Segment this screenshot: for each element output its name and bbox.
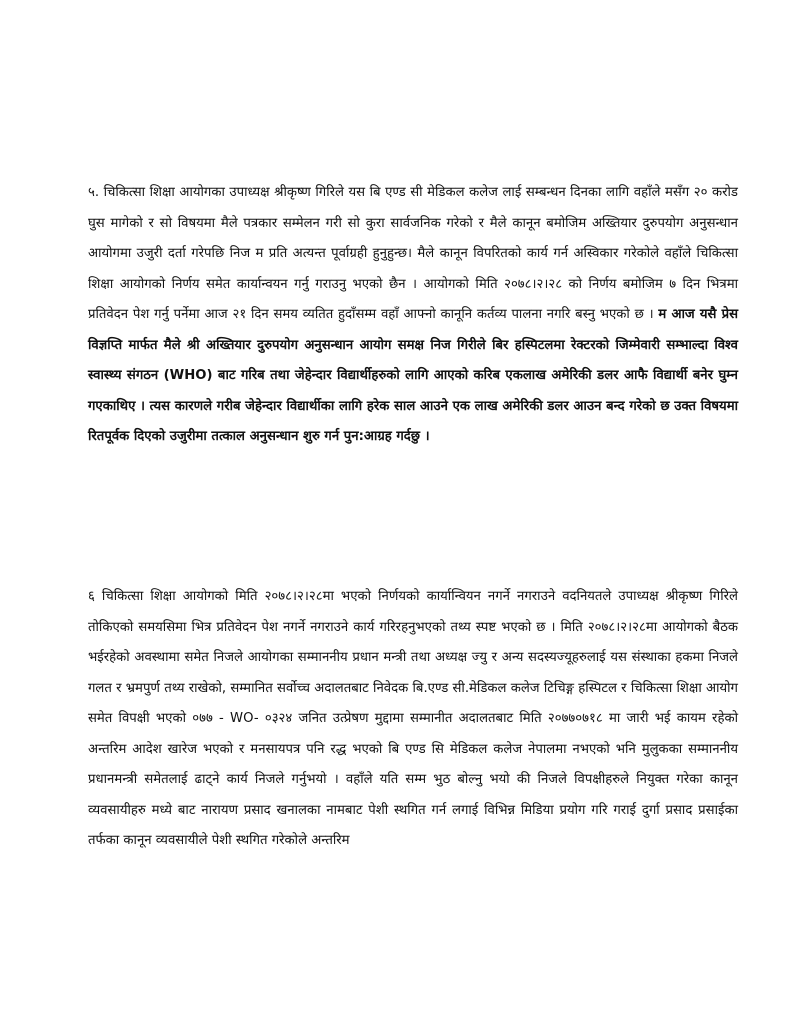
paragraph-6	[88, 582, 738, 857]
paragraph-5-text: ५. चिकित्सा शिक्षा आयोगका उपाध्यक्ष श्रीकृष्ण गिरिले यस बि एण्ड सी मेडिकल कलेज लाई सम्बन्धन दिनका लागि वहाँले मसँग २० करोड घुस मागेको र सो विषयमा मैले पत्रकार सम्मेलन गरी सो कुरा सार्वजनिक गरेको र मैले कानून बमोजिम अख्तियार दुरुपयोग अनुसन्धान आयोगमा उजुरी दर्ता गरेपछि निज म प्रति अत्यन्त पूर्वाग्रही हुनुहुन्छ। मैले कानून विपरितको कार्य गर्न अस्विकार गरेकोले वहाँले चिकित्सा शिक्षा आयोगको निर्णय समेत कार्यान्वयन गर्नु गराउनु भएको छैन । आयोगको मिति २०७८।२।२८ को निर्णय बमोजिम ७ दिन भित्रमा प्रतिवेदन पेश गर्नु पर्नेमा आज २१ दिन समय व्यतित हुदाँसम्म वहाँ आफ्नो कानूनि कर्तव्य पालना नगरि बस्नु भएको छ ।	[88, 185, 738, 322]
paragraph-5-bold-text: म आज यसै प्रेस विज्ञप्ति मार्फत मैले श्री अख्तियार दुरुपयोग अनुसन्धान आयोग समक्ष निज गिरीले बिर हस्पिटलमा रेक्टरको जिम्मेवारी सम्भाल्दा विश्व स्वास्थ्य संगठन (WHO) बाट गरिब तथा जेहेन्दार विद्यार्थीहरुको लागि आएको करिब एकलाख अमेरिकी डलर आफै विद्यार्थी बनेर घुम्न गएकाथिए । त्यस कारणले गरीब जेहेन्दार विद्यार्थीका लागि हरेक साल आउने एक लाख अमेरिकी डलर आउन बन्द गरेको छ उक्त विषयमा रितपूर्वक दिएको उजुरीमा तत्काल अनुसन्धान शुरु गर्न पुन:आग्रह गर्दछु ।	[88, 307, 739, 444]
paragraph-5	[88, 178, 738, 453]
paragraph-6-text: ६ चिकित्सा शिक्षा आयोगको मिति २०७८।२।२८मा भएको निर्णयको कार्यान्वियन नगर्ने नगराउने वदनियतले उपाध्यक्ष श्रीकृष्ण गिरिले तोकिएको समयसिमा भित्र प्रतिवेदन पेश नगर्ने नगराउने कार्य गरिरहनुभएको तथ्य स्पष्ट भएको छ । मिति २०७८।२।२८मा आयोगको बैठक भईरहेको अवस्थामा समेत निजले आयोगका सम्माननीय प्रधान मन्त्री तथा अध्यक्ष ज्यु र अन्य सदस्यज्यूहरुलाई यस संस्थाका हकमा निजले गलत र भ्रमपुर्ण तथ्य राखेको, सम्मानित सर्वोच्च अदालतबाट निवेदक बि.एण्ड सी.मेडिकल कलेज टिचिङ्ग हस्पिटल र चिकित्सा शिक्षा आयोग समेत विपक्षी भएको ०७७ - WO- ०३२४ जनित उत्प्रेषण मुद्दामा सम्मानीत अदालतबाट मिति २०७७०७१८ मा जारी भई कायम रहेको अन्तरिम आदेश खारेज भएको र मनसायपत्र पनि रद्ध भएको बि एण्ड सि मेडिकल कलेज नेपालमा नभएको भनि मुलुकका सम्माननीय प्रधानमन्त्री समेतलाई ढाट्ने कार्य निजले गर्नुभयो । वहाँले यति सम्म भुठ बोल्नु भयो की निजले विपक्षीहरुले नियुक्त गरेका कानून व्यवसायीहरु मध्ये बाट नारायण प्रसाद खनालका नामबाट पेशी स्थगित गर्न लगाई विभिन्न मिडिया प्रयोग गरि गराई दुर्गा प्रसाद प्रसाईका तर्फका कानून व्यवसायीले पेशी स्थगित गरेकोले अन्तरिम	[88, 589, 738, 848]
